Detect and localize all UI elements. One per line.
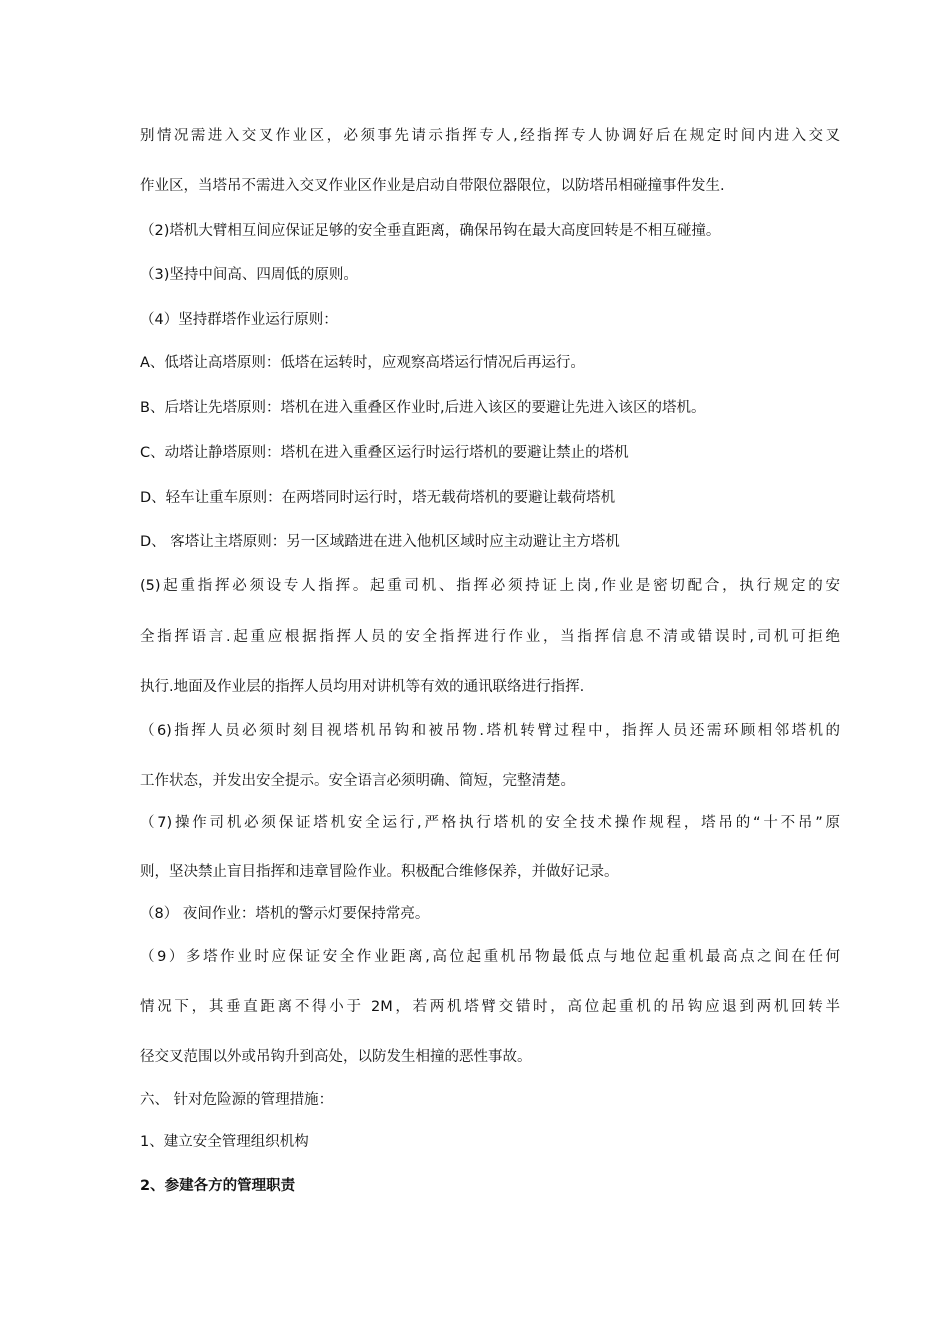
paragraph-line: (5)起重指挥必须设专人指挥。起重司机、指挥必须持证上岗,作业是密切配合，执行规定的安	[140, 578, 840, 594]
list-item: C、动塔让静塔原则：塔机在进入重叠区运行时运行塔机的要避让禁止的塔机	[140, 445, 629, 461]
paragraph-line: （3)坚持中间高、四周低的原则。	[140, 267, 358, 283]
subsection-heading: 1、建立安全管理组织机构	[140, 1134, 309, 1150]
paragraph-line: （2)塔机大臂相互间应保证足够的安全垂直距离，确保吊钩在最大高度回转是不相互碰撞。	[140, 223, 721, 239]
list-item: D、轻车让重车原则：在两塔同时运行时，塔无载荷塔机的要避让载荷塔机	[140, 490, 616, 506]
paragraph-line: 情况下，其垂直距离不得小于 2M，若两机塔臂交错时，高位起重机的吊钩应退到两机回转半	[140, 999, 840, 1015]
paragraph-line: （4）坚持群塔作业运行原则：	[140, 312, 338, 328]
paragraph-line: 执行.地面及作业层的指挥人员均用对讲机等有效的通讯联络进行指挥.	[140, 679, 585, 695]
paragraph-line: （9）多塔作业时应保证安全作业距离,高位起重机吊物最低点与地位起重机最高点之间在任何	[140, 949, 840, 965]
paragraph-line: 作业区，当塔吊不需进入交叉作业区作业是启动自带限位器限位，以防塔吊相碰撞事件发生.	[140, 178, 725, 194]
paragraph-line: （8） 夜间作业：塔机的警示灯要保持常亮。	[140, 906, 430, 922]
paragraph-line: （7)操作司机必须保证塔机安全运行,严格执行塔机的安全技术操作规程，塔吊的“十不吊”原	[140, 815, 840, 831]
list-item: B、后塔让先塔原则：塔机在进入重叠区作业时,后进入该区的要避让先进入该区的塔机。	[140, 400, 706, 416]
paragraph-line: 全指挥语言.起重应根据指挥人员的安全指挥进行作业，当指挥信息不清或错误时,司机可拒绝	[140, 629, 840, 645]
list-item: A、低塔让高塔原则：低塔在运转时，应观察高塔运行情况后再运行。	[140, 355, 585, 371]
paragraph-line: 则，坚决禁止盲目指挥和违章冒险作业。积极配合维修保养，并做好记录。	[140, 864, 619, 880]
paragraph-line: （6)指挥人员必须时刻目视塔机吊钩和被吊物.塔机转臂过程中，指挥人员还需环顾相邻塔机的	[140, 723, 840, 739]
paragraph-line: 径交叉范围以外或吊钩升到高处，以防发生相撞的恶性事故。	[140, 1049, 532, 1065]
paragraph-line: 工作状态，并发出安全提示。安全语言必须明确、简短，完整清楚。	[140, 773, 575, 789]
subsection-heading-bold: 2、参建各方的管理职责	[140, 1178, 296, 1194]
paragraph-line: 别情况需进入交叉作业区，必须事先请示指挥专人,经指挥专人协调好后在规定时间内进入交叉	[140, 128, 840, 144]
section-heading: 六、 针对危险源的管理措施：	[140, 1092, 334, 1108]
list-item: D、 客塔让主塔原则：另一区域踏进在进入他机区域时应主动避让主方塔机	[140, 534, 620, 550]
